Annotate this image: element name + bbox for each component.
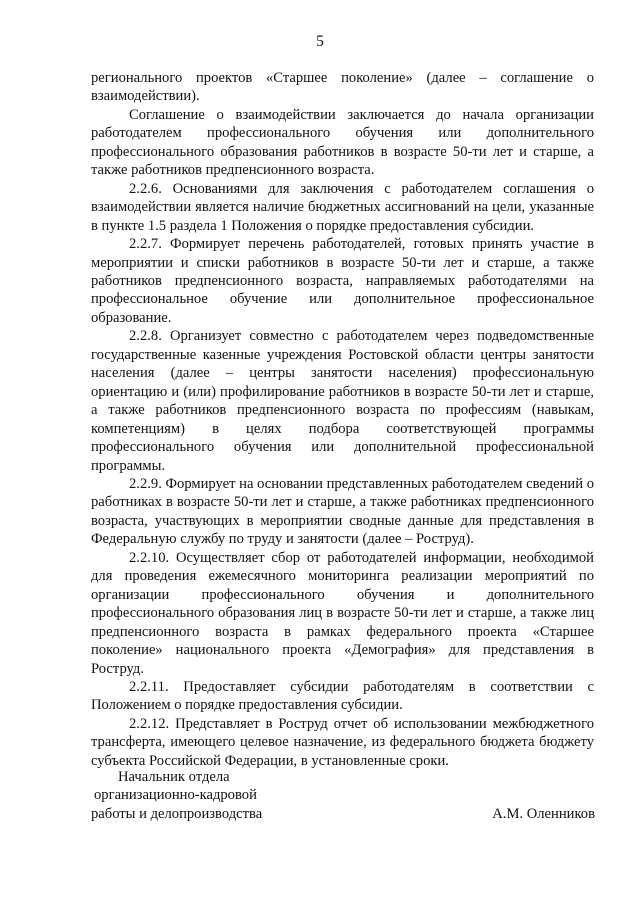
signature-title-line-2: организационно-кадровой <box>94 787 257 804</box>
signatory-name: А.М. Оленников <box>492 805 595 822</box>
paragraph-2-2-9: 2.2.9. Формирует на основании представленных работодателем сведений о работниках в возрасте 50-ти лет и старше, а также работниках предпенсионного возраста, участвующих в мероприятии сводные данные для представления в Федеральную службу по труду и занятости (далее – Роструд). <box>91 475 594 548</box>
document-body <box>91 69 594 770</box>
paragraph-2-2-7: 2.2.7. Формирует перечень работодателей, готовых принять участие в мероприятии и списки работников в возрасте 50-ти лет и старше, а также работников предпенсионного возраста, направляемых работодателями на профессиональное обучение или дополнительное профессиональное образование. <box>91 236 594 326</box>
paragraph-agreement: Соглашение о взаимодействии заключается до начала организации работодателем профессионального обучения или дополнительного профессионального образования работников в возрасте 50-ти лет и старше, а также работников предпенсионного возраста. <box>91 106 594 179</box>
paragraph-2-2-12: 2.2.12. Представляет в Роструд отчет об использовании межбюджетного трансферта, имеющего целевое назначение, из федерального бюджета бюджету субъекта Российской Федерации, в установленные сроки. <box>91 715 594 769</box>
paragraph-2-2-8: 2.2.8. Организует совместно с работодателем через подведомственные государственные казенные учреждения Ростовской области центры занятости населения (далее – центры занятости населения) профессиональную ориентацию и (или) профилирование работников в возрасте 50-ти лет и старше, а также работников предпенсионного возраста по профессиям (навыкам, компетенциям) в целях подбора соответствующей программы профессионального обучения или дополнительной профессиональной программы. <box>91 328 594 474</box>
paragraph-2-2-10: 2.2.10. Осуществляет сбор от работодателей информации, необходимой для проведения ежемесячного мониторинга реализации мероприятий по организации профессионального обучения и дополнительного профессионального образования лиц в возрасте 50-ти лет и старше, а также лиц предпенсионного возраста в рамках федерального проекта «Старшее поколение» национального проекта «Демография» для представления в Роструд. <box>91 549 594 677</box>
paragraph-2-2-11: 2.2.11. Предоставляет субсидии работодателям в соответствии с Положением о порядке предоставления субсидии. <box>91 678 594 714</box>
page-number: 5 <box>316 33 324 50</box>
paragraph-continuation: регионального проектов «Старшее поколение» (далее – соглашение о взаимодействии). <box>91 70 594 105</box>
signature-title-line-1: Начальник отдела <box>118 769 230 785</box>
paragraph-2-2-6: 2.2.6. Основаниями для заключения с работодателем соглашения о взаимодействии является наличие бюджетных ассигнований на цели, указанные в пункте 1.5 раздела 1 Положения о порядке предоставления субсидии. <box>91 180 594 234</box>
signature-block <box>80 768 595 823</box>
signature-title-line-3: работы и делопроизводства <box>91 805 263 822</box>
